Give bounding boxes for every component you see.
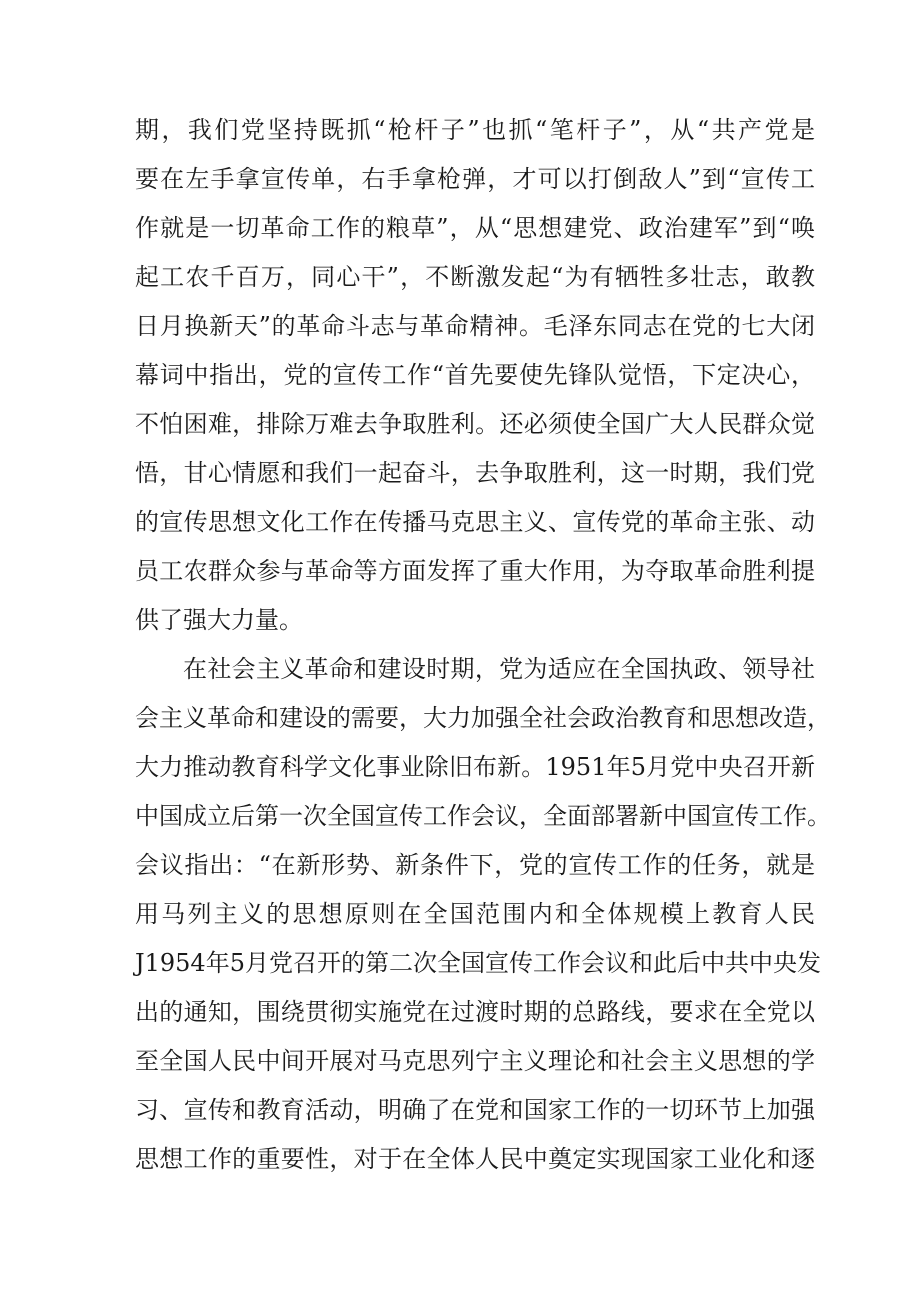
text-line: 期，我们党坚持既抓“枪杆子”也抓“笔杆子”，从“共产党是 — [135, 116, 815, 144]
text-line: 用马列主义的思想原则在全国范围内和全体规模上教育人民 — [135, 900, 815, 928]
text-line: 悟，甘心情愿和我们一起奋斗，去争取胜利，这一时期，我们党 — [135, 459, 815, 487]
text-line: 幕词中指出，党的宣传工作“首先要使先锋队觉悟，下定决心， — [135, 361, 815, 389]
text-line: 思想工作的重要性，对于在全体人民中奠定实现国家工业化和逐 — [135, 1145, 815, 1173]
text-line: 在社会主义革命和建设时期，党为适应在全国执政、领导社 — [183, 655, 815, 683]
document-body — [135, 106, 831, 1184]
text-line: 供了强大力量。 — [135, 606, 303, 634]
text-line: 出的通知，围绕贯彻实施党在过渡时期的总路线，要求在全党以 — [135, 998, 815, 1026]
text-line: 不怕困难，排除万难去争取胜利。还必须使全国广大人民群众觉 — [135, 410, 815, 438]
text-line: 习、宣传和教育活动，明确了在党和国家工作的一切环节上加强 — [135, 1096, 815, 1124]
text-line: 起工农千百万，同心干”，不断激发起“为有牺牲多壮志，敢教 — [135, 263, 815, 291]
text-line: J1954年5月党召开的第二次全国宣传工作会议和此后中共中央发 — [135, 949, 821, 977]
text-line: 会主义革命和建设的需要，大力加强全社会政治教育和思想改造， — [135, 704, 831, 732]
text-line: 作就是一切革命工作的粮草”，从“思想建党、政治建军”到“唤 — [135, 214, 815, 242]
text-line: 日月换新天”的革命斗志与革命精神。毛泽东同志在党的七大闭 — [135, 312, 815, 340]
text-line: 员工农群众参与革命等方面发挥了重大作用，为夺取革命胜利提 — [135, 557, 815, 585]
paragraph — [135, 645, 831, 1184]
paragraph — [135, 106, 815, 645]
text-line: 中国成立后第一次全国宣传工作会议，全面部署新中国宣传工作。 — [135, 802, 831, 830]
text-line: 的宣传思想文化工作在传播马克思主义、宣传党的革命主张、动 — [135, 508, 815, 536]
text-line: 会议指出：“在新形势、新条件下，党的宣传工作的任务，就是 — [135, 851, 815, 879]
text-line: 大力推动教育科学文化事业除旧布新。1951年5月党中央召开新 — [135, 753, 815, 781]
text-line: 要在左手拿宣传单，右手拿枪弹，才可以打倒敌人”到“宣传工 — [135, 165, 815, 193]
text-line: 至全国人民中间开展对马克思列宁主义理论和社会主义思想的学 — [135, 1047, 815, 1075]
